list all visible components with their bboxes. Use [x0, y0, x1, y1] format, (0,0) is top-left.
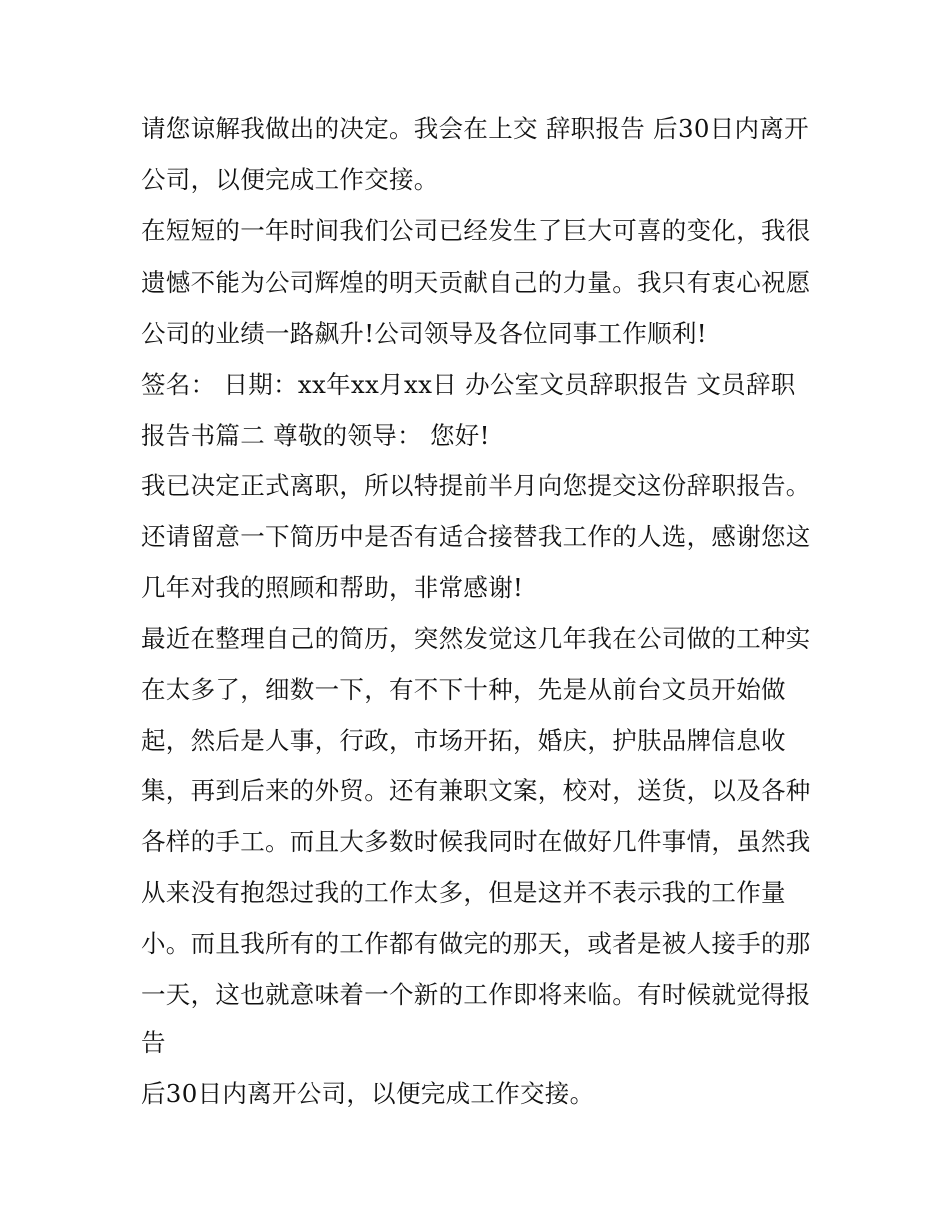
text-line: 集，再到后来的外贸。还有兼职文案，校对，送货，以及各种	[141, 776, 811, 805]
text-line: 签名： 日期：xx年xx月xx日 办公室文员辞职报告 文员辞职	[141, 370, 796, 399]
text-line: 起，然后是人事，行政，市场开拓，婚庆，护肤品牌信息收	[141, 726, 786, 755]
text-line: 遗憾不能为公司辉煌的明天贡献自己的力量。我只有衷心祝愿	[141, 268, 811, 297]
text-line: 公司，以便完成工作交接。	[141, 165, 439, 194]
text-line: 还请留意一下简历中是否有适合接替我工作的人选，感谢您这	[141, 522, 811, 551]
text-line: 一天，这也就意味着一个新的工作即将来临。有时候就觉得报	[141, 980, 811, 1009]
text-line: 从来没有抱怨过我的工作太多，但是这并不表示我的工作量	[141, 878, 786, 907]
text-line: 最近在整理自己的简历，突然发觉这几年我在公司做的工种实	[141, 624, 811, 653]
text-line: 几年对我的照顾和帮助，非常感谢!	[141, 573, 524, 602]
text-line: 我已决定正式离职，所以特提前半月向您提交这份辞职报告。	[141, 471, 811, 500]
text-line: 在太多了，细数一下，有不下十种，先是从前台文员开始做	[141, 675, 786, 704]
text-line: 在短短的一年时间我们公司已经发生了巨大可喜的变化，我很	[141, 216, 811, 245]
text-line: 告	[141, 1028, 166, 1057]
text-line: 各样的手工。而且大多数时候我同时在做好几件事情，虽然我	[141, 827, 811, 856]
text-line: 公司的业绩一路飙升!公司领导及各位同事工作顺利!	[141, 319, 707, 348]
text-line: 小。而且我所有的工作都有做完的那天，或者是被人接手的那	[141, 929, 811, 958]
text-line: 请您谅解我做出的决定。我会在上交 辞职报告 后30日内离开	[141, 114, 809, 143]
text-line: 后30日内离开公司，以便完成工作交接。	[141, 1079, 595, 1108]
text-line: 报告书篇二 尊敬的领导： 您好!	[141, 421, 490, 450]
